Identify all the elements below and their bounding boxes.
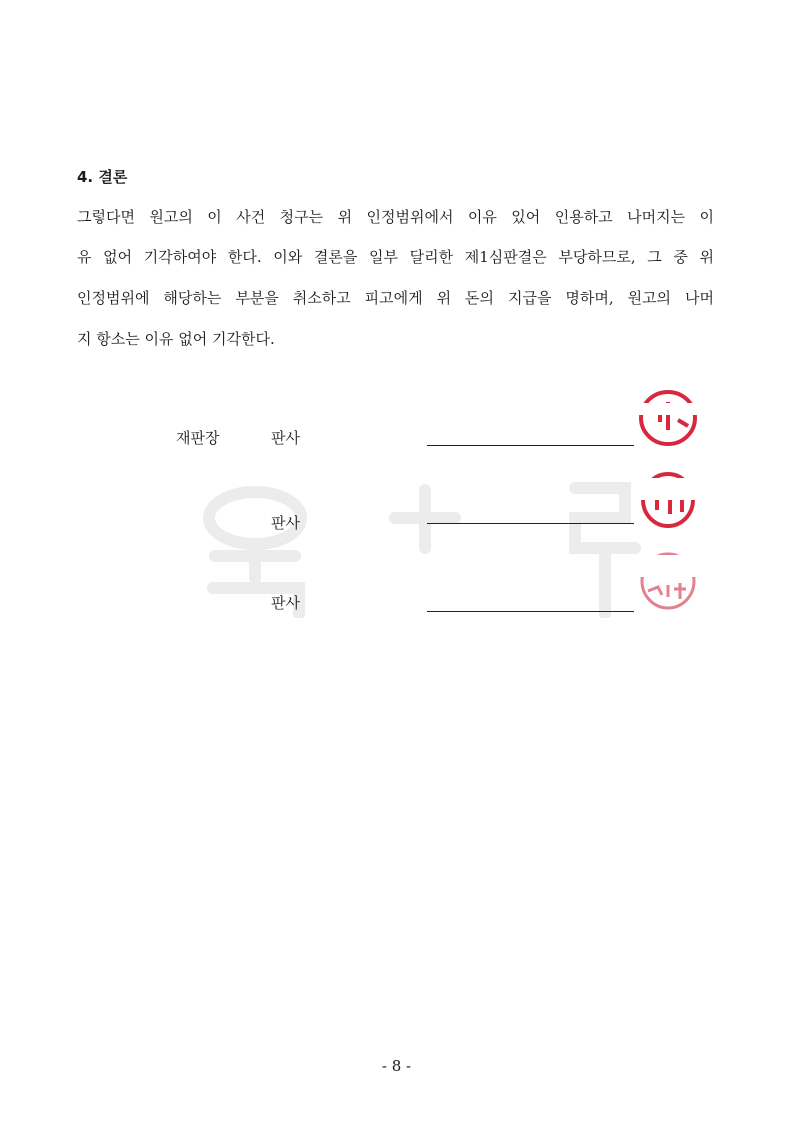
red-seal-stamp	[638, 468, 698, 530]
section-heading: 4. 결론	[77, 168, 128, 186]
paragraph-line-3: 인정범위에 해당하는 부분을 취소하고 피고에게 위 돈의 지급을 명하며, 원고의 나머	[77, 289, 714, 307]
signature-line	[427, 445, 634, 446]
watermark-logo	[195, 478, 655, 618]
paragraph-line-4: 지 항소는 이유 없어 기각한다.	[77, 330, 275, 348]
judge-title: 판사	[271, 514, 300, 532]
signature-line	[427, 611, 634, 612]
judge-title: 판사	[271, 429, 300, 447]
signature-line	[427, 523, 634, 524]
red-seal-stamp	[638, 386, 698, 446]
page-number: - 8 -	[381, 1057, 412, 1075]
paragraph-line-1: 그렇다면 원고의 이 사건 청구는 위 인정범위에서 이유 있어 인용하고 나머지는 이	[77, 208, 714, 226]
presiding-judge-label: 재판장	[176, 429, 220, 447]
red-seal-stamp	[638, 547, 698, 611]
paragraph-line-2: 유 없어 기각하여야 한다. 이와 결론을 일부 달리한 제1심판결은 부당하므로, 그 중 위	[77, 248, 714, 266]
judge-title: 판사	[271, 594, 300, 612]
